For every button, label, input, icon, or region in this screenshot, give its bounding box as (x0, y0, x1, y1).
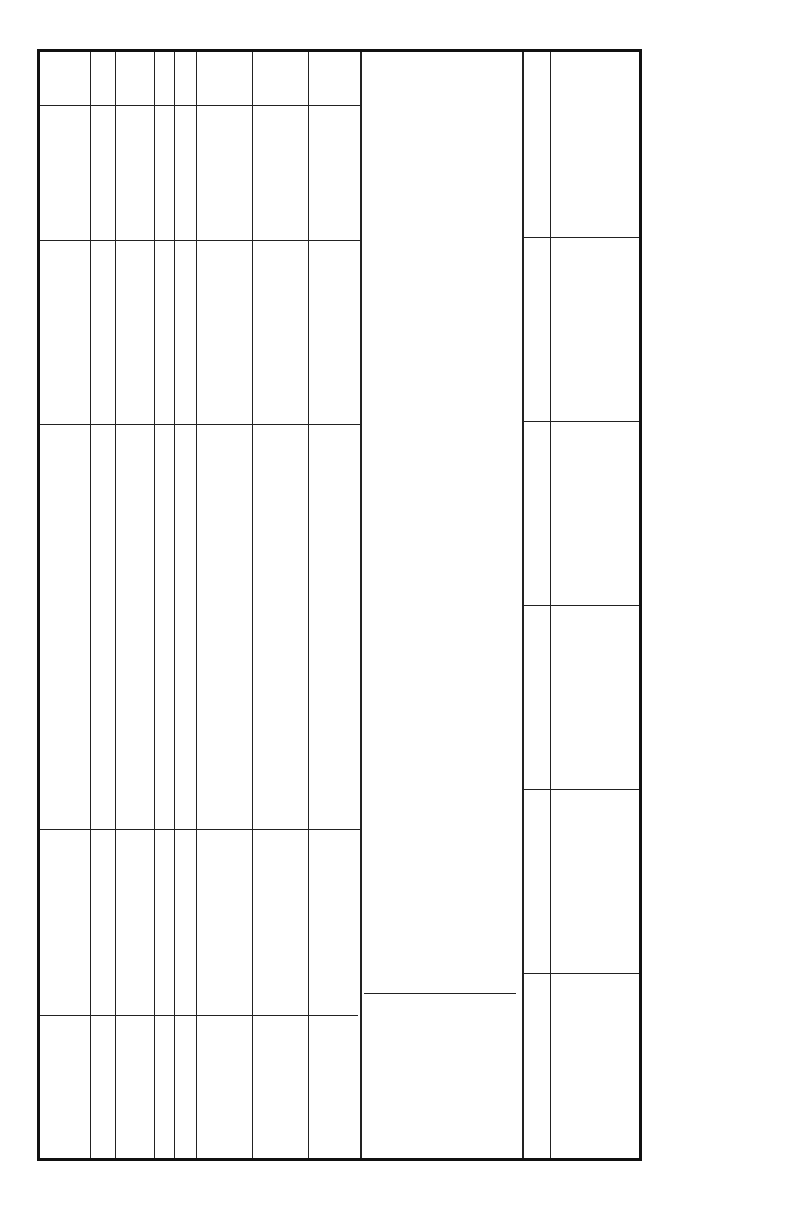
course-table-frame (37, 49, 642, 1161)
travaux-intro-block (366, 995, 368, 1155)
